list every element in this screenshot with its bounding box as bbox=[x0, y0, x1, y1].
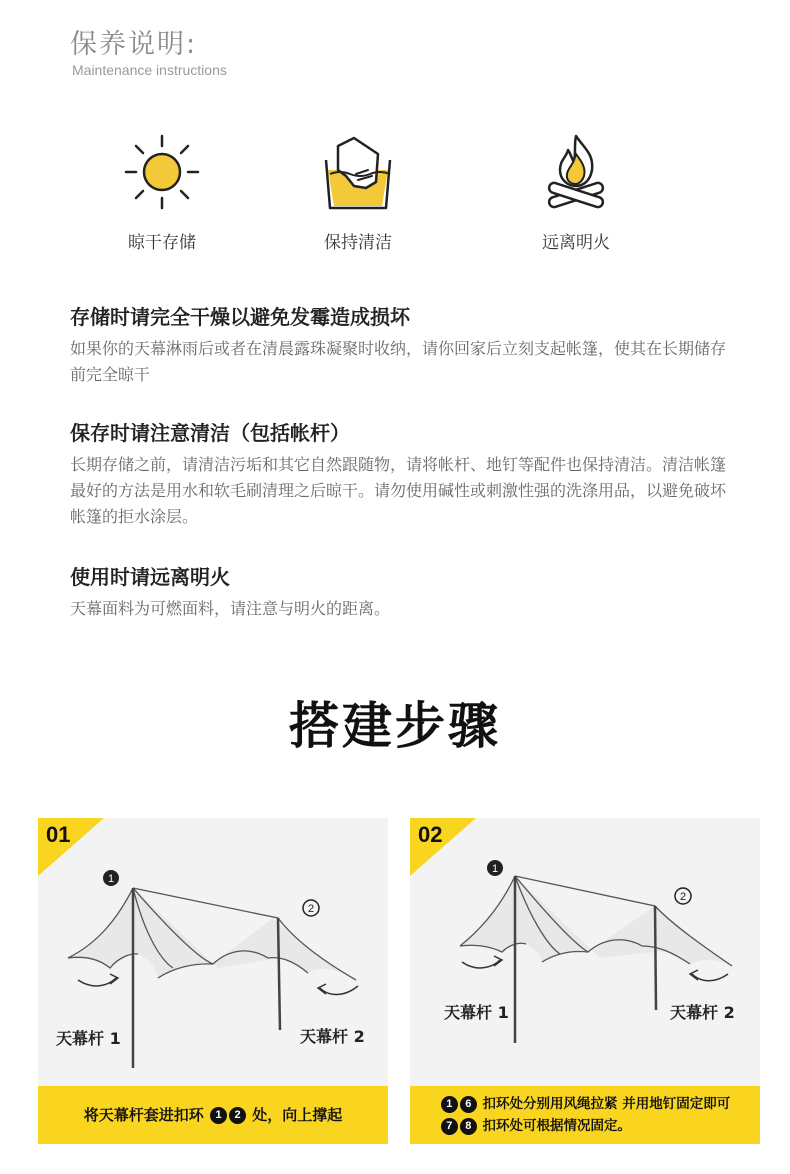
badge: 6 bbox=[460, 1096, 477, 1113]
care-item-fire bbox=[496, 130, 656, 253]
step-card-02 bbox=[410, 818, 760, 1144]
care-item-clean bbox=[278, 130, 438, 253]
badge: 8 bbox=[460, 1118, 477, 1135]
badge: 7 bbox=[441, 1118, 458, 1135]
care-label: 晾干存储 bbox=[128, 233, 196, 253]
marker-2-label: 2 bbox=[679, 891, 687, 903]
step-number: 01 bbox=[46, 822, 71, 847]
campfire-icon bbox=[534, 130, 618, 214]
badge: 1 bbox=[441, 1096, 458, 1113]
marker-1-label: 1 bbox=[107, 873, 115, 885]
tip-body: 天幕面料为可燃面料，请注意与明火的距离。 bbox=[70, 599, 391, 618]
pole-label-2: 天幕杆 2 bbox=[300, 1027, 365, 1046]
caption-text: 扣环处可根据情况固定。 bbox=[482, 1118, 631, 1134]
step-card-01 bbox=[38, 818, 388, 1144]
care-item-dry bbox=[82, 130, 242, 253]
tip-body: 如果你的天幕淋雨后或者在清晨露珠凝聚时收纳，请你回家后立刻支起帐篷，使其在长期储存前完全晾干 bbox=[70, 339, 727, 384]
step-number: 02 bbox=[418, 822, 443, 847]
step-caption bbox=[38, 1086, 388, 1144]
pole-label-2: 天幕杆 2 bbox=[670, 1003, 735, 1022]
step-caption bbox=[410, 1086, 760, 1144]
tip-heading: 保存时请注意清洁（包括帐杆） bbox=[70, 421, 350, 445]
pole-label-1: 天幕杆 1 bbox=[56, 1029, 121, 1048]
caption-text: 处，向上撑起 bbox=[252, 1106, 343, 1124]
section-subtitle: Maintenance instructions bbox=[72, 62, 227, 78]
marker-1-label: 1 bbox=[491, 863, 499, 875]
care-label: 远离明火 bbox=[542, 233, 610, 253]
tip-clean bbox=[70, 418, 740, 530]
pole-label-1: 天幕杆 1 bbox=[444, 1003, 509, 1022]
tip-heading: 存储时请完全干燥以避免发霉造成损坏 bbox=[70, 305, 410, 329]
hand-wash-icon bbox=[316, 130, 400, 214]
caption-text: 将天幕杆套进扣环 bbox=[83, 1106, 204, 1124]
steps-title: 搭建步骤 bbox=[289, 697, 501, 755]
badge: 1 bbox=[210, 1107, 227, 1124]
sun-icon bbox=[120, 130, 204, 214]
caption-text: 扣环处分别用风绳拉紧 并用地钉固定即可 bbox=[482, 1096, 731, 1112]
badge: 2 bbox=[229, 1107, 246, 1124]
tip-dry bbox=[70, 302, 740, 388]
tip-heading: 使用时请远离明火 bbox=[70, 565, 230, 589]
section-title: 保养说明: bbox=[70, 29, 198, 60]
care-label: 保持清洁 bbox=[324, 233, 392, 253]
tip-body: 长期存储之前，请清洁污垢和其它自然跟随物，请将帐杆、地钉等配件也保持清洁。清洁帐篷最好的方法是用水和软毛刷清理之后晾干。请勿使用碱性或刺激性强的洗涤用品，以避免破坏帐篷的拒水涂层。 bbox=[70, 455, 727, 526]
tip-fire bbox=[70, 562, 740, 622]
marker-2-label: 2 bbox=[307, 903, 315, 915]
